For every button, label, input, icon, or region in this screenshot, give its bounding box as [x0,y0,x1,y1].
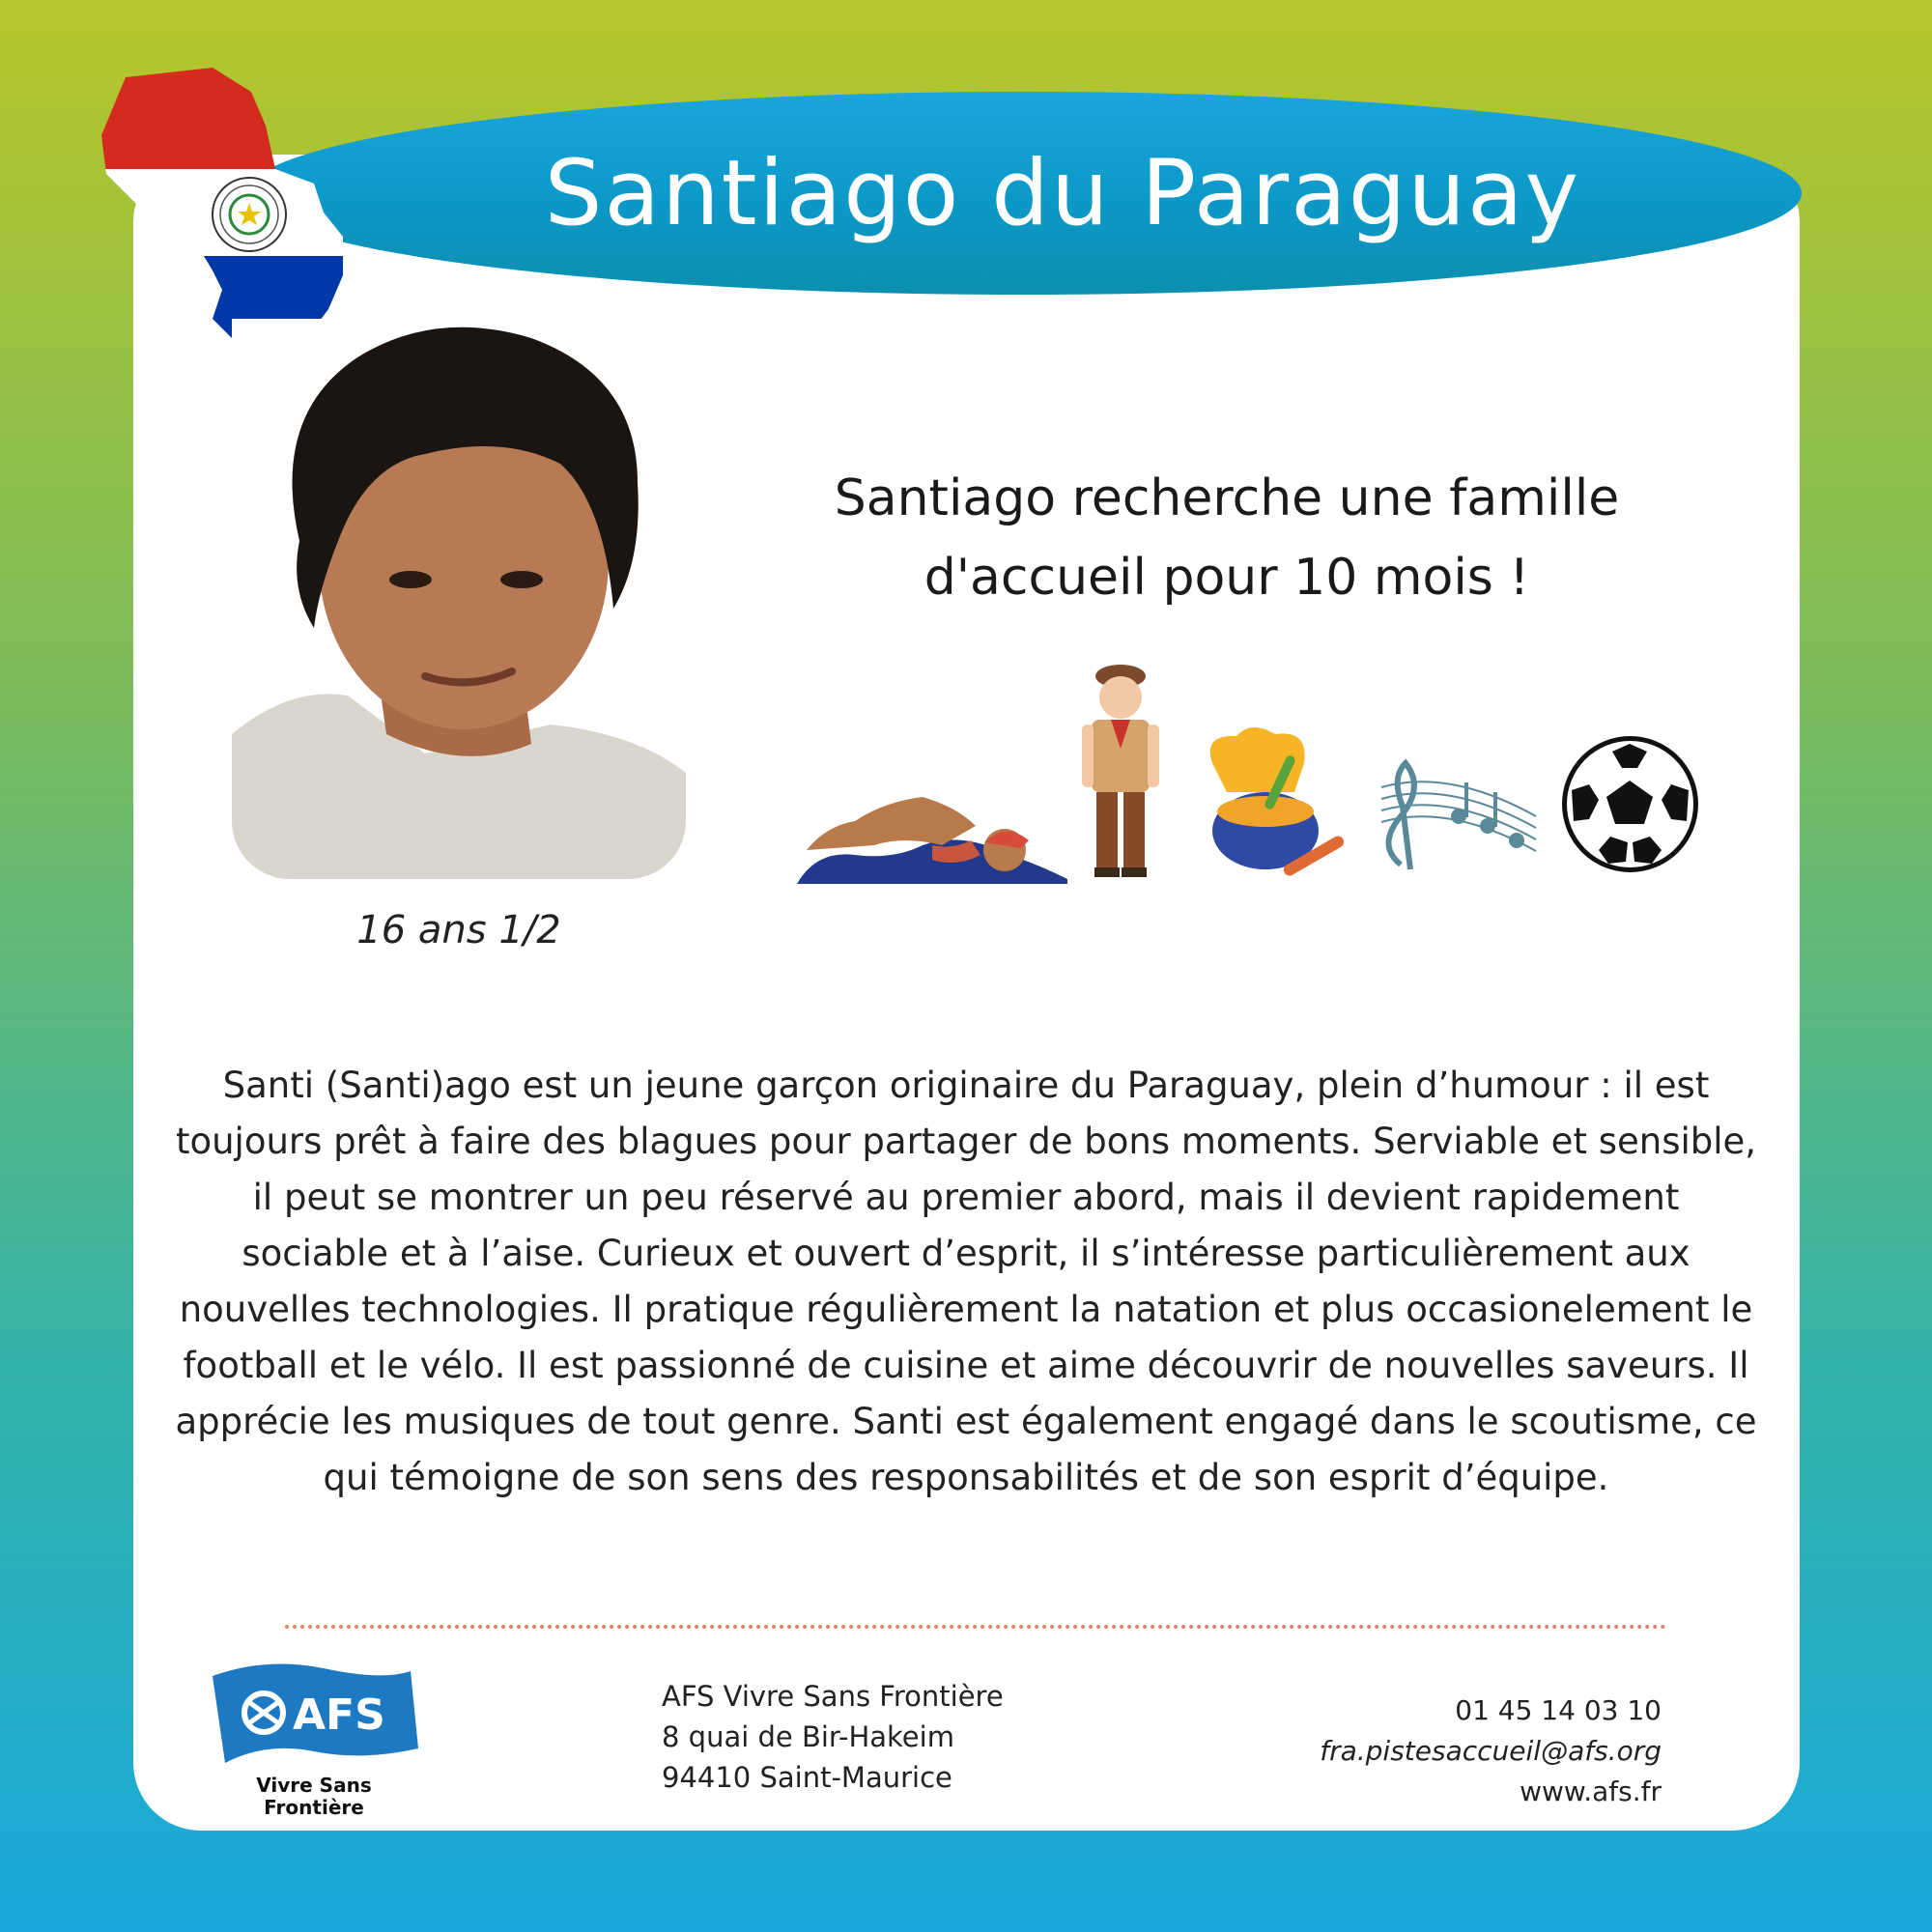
music-notes-icon [1372,749,1541,874]
email-address: fra.pistesaccueil@afs.org [1320,1735,1662,1767]
swimmer-icon [797,753,1067,884]
hobby-icons [797,657,1705,889]
contact-info [1320,1690,1662,1812]
postal-address [662,1676,1004,1798]
footer-divider [285,1625,1666,1629]
scout-icon [1067,657,1174,879]
student-description: Santi (Santi)ago est un jeune garçon originaire du Paraguay, plein d’humour : il est toujours prêt à faire des blagues pour partager de bons moments. Serviable et sensible, il peut se montrer un peu réservé au premier abord, mais il devient rapidement sociable et à l’aise. Curieux et ouvert d’esprit, il s’intéresse particulièrement aux nouvelles technologies. Il pratique régulièrement la natation et plus occasionelement le football et le vélo. Il est passionné de cuisine et aime découvrir de nouvelles saveurs. Il apprécie les musiques de tout genre. Santi est également engagé dans le scoutisme, ce qui témoigne de son sens des responsabilités et de son esprit d’équipe. [175,1065,1757,1498]
website-url: www.afs.fr [1520,1776,1662,1807]
headline [753,459,1700,617]
student-age: 16 ans 1/2 [356,908,561,952]
student-photo [232,319,686,879]
soccer-ball-icon [1560,734,1700,874]
address-line-2: 8 quai de Bir-Hakeim [662,1720,954,1753]
phone-number: 01 45 14 03 10 [1455,1694,1662,1726]
afs-logo-subtitle-2: Frontière [264,1796,364,1819]
title-banner [246,92,1802,295]
afs-logo-subtitle-1: Vivre Sans [256,1774,372,1797]
cooking-icon [1193,724,1348,889]
headline-line-1: Santiago recherche une famille [834,469,1620,527]
afs-logo-text: AFS [293,1690,385,1740]
address-line-1: AFS Vivre Sans Frontière [662,1680,1004,1713]
page-title: Santiago du Paraguay [544,140,1581,246]
address-line-3: 94410 Saint-Maurice [662,1761,952,1794]
headline-line-2: d'accueil pour 10 mois ! [923,549,1530,607]
afs-logo [208,1657,425,1826]
